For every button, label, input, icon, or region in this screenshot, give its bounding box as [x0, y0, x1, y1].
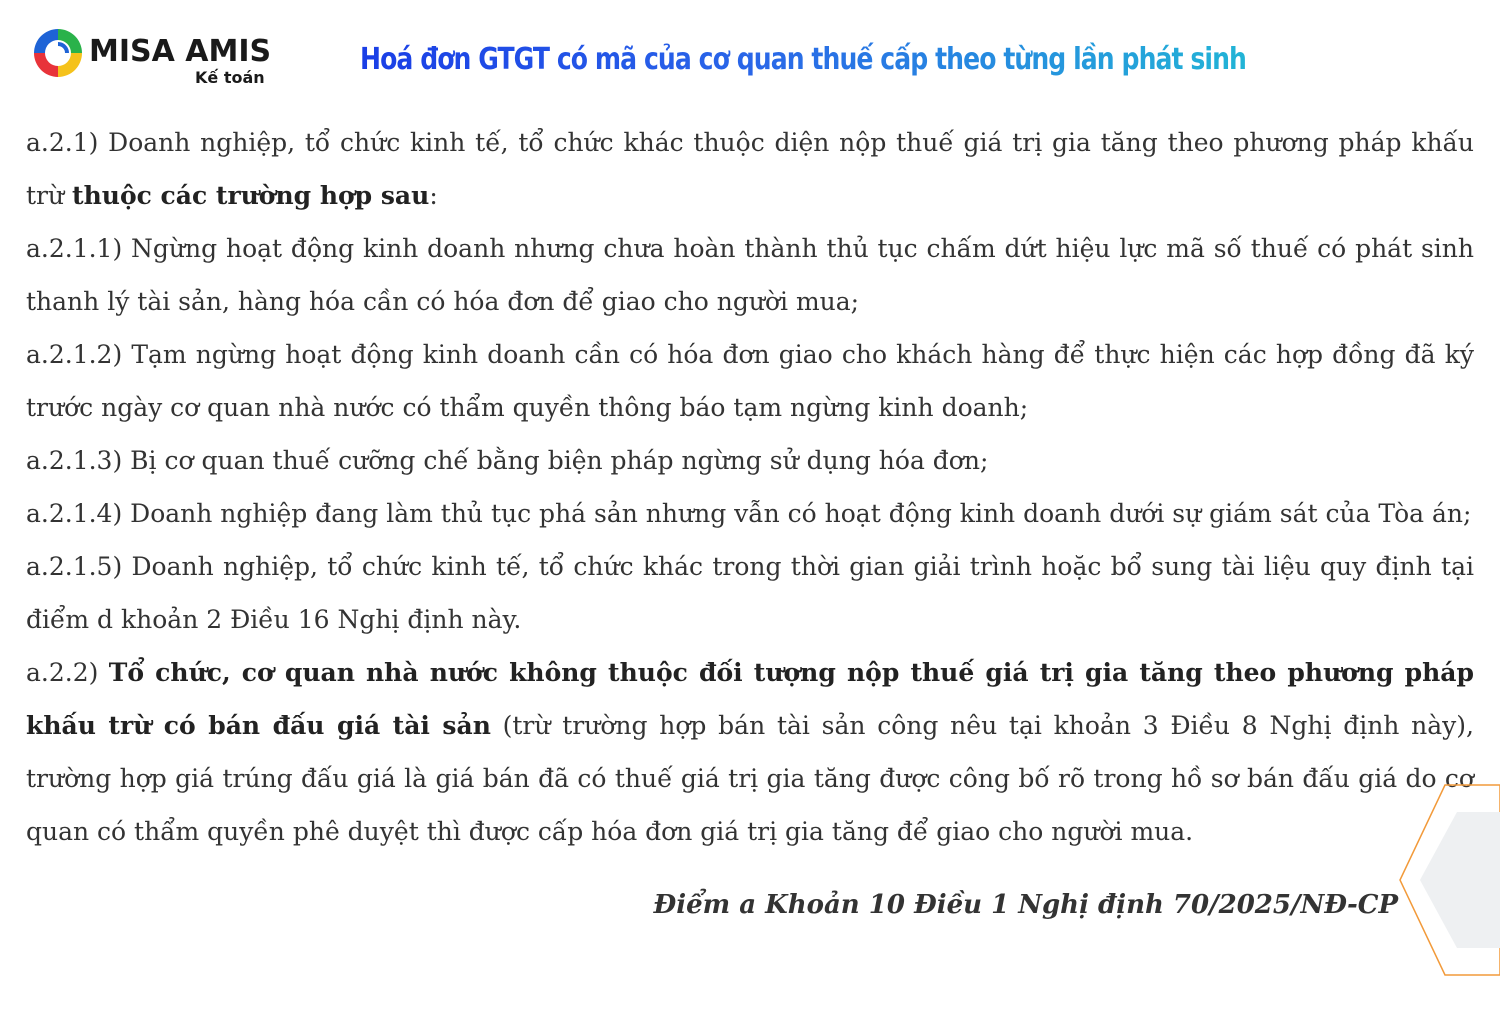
paragraph-text-after: (trừ trường hợp bán tài sản công nêu tại khoản 3 Điều 8 Nghị định này), trường hợp giá trúng đấu giá là giá bán đã có thuế giá trị gia tăng được công bố rõ trong hồ sơ bán đấu giá do cơ quan có thẩm quyền phê duyệt thì được cấp hóa đơn giá trị gia tăng để giao cho người mua.	[26, 711, 1474, 846]
document-body	[26, 116, 1474, 858]
legal-citation: Điểm a Khoản 10 Điều 1 Nghị định 70/2025/NĐ-CP	[653, 890, 1398, 920]
brand-name: MISA AMIS	[89, 34, 272, 69]
paragraph-a-2-1-1: a.2.1.1) Ngừng hoạt động kinh doanh nhưng chưa hoàn thành thủ tục chấm dứt hiệu lực mã số thuế có phát sinh thanh lý tài sản, hàng hóa cần có hóa đơn để giao cho người mua;	[26, 234, 1474, 316]
paragraph-text: a.2.2)	[26, 658, 109, 687]
paragraph-a-2-1-2: a.2.1.2) Tạm ngừng hoạt động kinh doanh cần có hóa đơn giao cho khách hàng để thực hiện các hợp đồng đã ký trước ngày cơ quan nhà nước có thẩm quyền thông báo tạm ngừng kinh doanh;	[26, 340, 1474, 422]
decorative-hexagon-icon	[1395, 780, 1500, 980]
paragraph-a-2-1-3: a.2.1.3) Bị cơ quan thuế cưỡng chế bằng biện pháp ngừng sử dụng hóa đơn;	[26, 446, 989, 475]
paragraph-a-2-2	[26, 646, 1474, 858]
page-title: Hoá đơn GTGT có mã của cơ quan thuế cấp theo từng lần phát sinh	[360, 40, 1246, 80]
paragraph-bold-text: Tổ chức, cơ quan nhà nước không thuộc đối tượng nộp thuế giá trị gia tăng theo phương pháp khấu trừ có bán đấu giá tài sản	[26, 658, 1474, 740]
misa-logo-icon	[33, 28, 83, 78]
misa-amis-logo[interactable]	[33, 28, 273, 92]
paragraph-bold-text: thuộc các trường hợp sau	[72, 181, 430, 210]
paragraph-text: a.2.1) Doanh nghiệp, tổ chức kinh tế, tổ chức khác thuộc diện nộp thuế giá trị gia tăng theo phương pháp khấu trừ	[26, 128, 1474, 210]
header	[0, 0, 1500, 110]
paragraph-a-2-1-4: a.2.1.4) Doanh nghiệp đang làm thủ tục phá sản nhưng vẫn có hoạt động kinh doanh dưới sự giám sát của Tòa án;	[26, 499, 1472, 528]
paragraph-text-after: :	[429, 181, 438, 210]
product-name: Kế toán	[195, 68, 265, 87]
paragraph-a-2-1-5: a.2.1.5) Doanh nghiệp, tổ chức kinh tế, tổ chức khác trong thời gian giải trình hoặc bổ sung tài liệu quy định tại điểm d khoản 2 Điều 16 Nghị định này.	[26, 552, 1474, 634]
paragraph-a-2-1	[26, 116, 1474, 222]
